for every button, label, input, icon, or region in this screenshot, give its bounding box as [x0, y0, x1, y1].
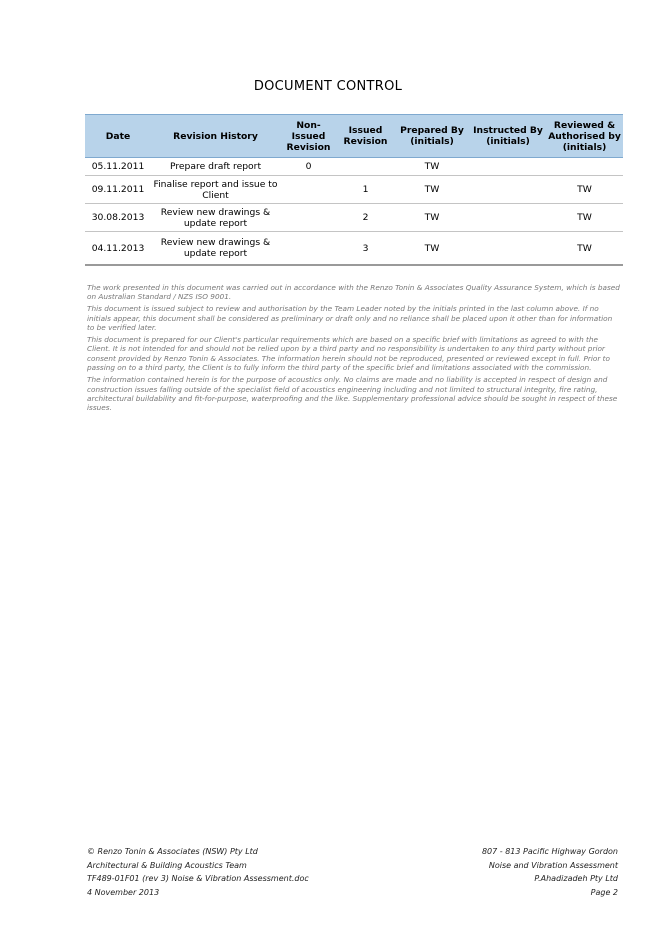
note-paragraph: The work presented in this document was carried out in accordance with the Renzo Tonin & Associates Quality Assurance System, which is based on Australian Standard / NZS ISO 9001. [87, 283, 620, 302]
table-row [85, 158, 623, 176]
footer-left [87, 845, 309, 900]
footer-file-name: TF489-01F01 (rev 3) Noise & Vibration Assessment.doc [87, 874, 309, 884]
cell-reviewed-by [546, 158, 623, 176]
note-paragraph: This document is prepared for our Client's particular requirements which are based on a specific brief with limitations as agreed to with the Client. It is not intended for and should not be relied upon by a third party and no responsibility is undertaken to any third party without prior consent provided by Renzo Tonin & Associates. The information herein should not be reproduced, presented or reviewed except in full. Prior to passing on to a third party, the Client is to fully inform the third party of the specific brief and limitations associated with the commission. [87, 335, 610, 373]
footer-right [482, 845, 618, 900]
cell-revision-history: Prepare draft report [151, 158, 280, 176]
footer-address: 807 - 813 Pacific Highway Gordon [481, 847, 618, 856]
footer-page-number: Page 2 [590, 888, 618, 898]
header-issued-revision: Issued Revision [337, 115, 394, 158]
cell-non-issued [280, 176, 337, 204]
cell-reviewed-by: TW [546, 204, 623, 232]
cell-date: 04.11.2013 [85, 232, 151, 266]
cell-issued [337, 158, 394, 176]
header-instructed-by: Instructed By (initials) [470, 115, 546, 158]
cell-instructed-by [470, 204, 546, 232]
table-header-row [85, 115, 623, 158]
cell-instructed-by [470, 158, 546, 176]
cell-issued: 1 [337, 176, 394, 204]
table-row [85, 232, 623, 266]
header-non-issued-revision: Non- Issued Revision [280, 115, 337, 158]
cell-issued: 2 [337, 204, 394, 232]
cell-reviewed-by: TW [546, 232, 623, 266]
cell-reviewed-by: TW [546, 176, 623, 204]
cell-non-issued: 0 [280, 158, 337, 176]
header-prepared-by: Prepared By (initials) [394, 115, 470, 158]
cell-prepared-by: TW [394, 176, 470, 204]
cell-prepared-by: TW [394, 232, 470, 266]
footer-copyright: © Renzo Tonin & Associates (NSW) Pty Ltd [87, 847, 258, 856]
header-reviewed-authorised-by: Reviewed & Authorised by (initials) [546, 115, 623, 158]
document-control-table [85, 114, 623, 266]
cell-prepared-by: TW [394, 204, 470, 232]
cell-revision-history: Finalise report and issue to Client [151, 176, 280, 204]
cell-date: 05.11.2011 [85, 158, 151, 176]
cell-date: 30.08.2013 [85, 204, 151, 232]
cell-revision-history: Review new drawings & update report [151, 232, 280, 266]
cell-instructed-by [470, 176, 546, 204]
cell-date: 09.11.2011 [85, 176, 151, 204]
note-paragraph: The information contained herein is for the purpose of acoustics only. No claims are made and no liability is accepted in respect of design and construction issues falling outside of the specialist field of acoustics engineering including and not limited to structural integrity, fire rating, architectural buildability and fit-for-purpose, waterproofing and the like. Supplementary professional advice should be sought in respect of these issues. [87, 375, 618, 413]
table-row [85, 176, 623, 204]
footer-date: 4 November 2013 [87, 888, 160, 898]
table-row [85, 204, 623, 232]
cell-instructed-by [470, 232, 546, 266]
note-paragraph: This document is issued subject to review and authorisation by the Team Leader noted by the initials printed in the last column above. If no initials appear, this document shall be considered as preliminary or draft only and no reliance shall be placed upon it other than for information to be verified later. [87, 304, 613, 333]
cell-non-issued [280, 204, 337, 232]
footer-client: P.Ahadizadeh Pty Ltd [534, 874, 618, 884]
disclaimer-notes [87, 283, 620, 415]
header-date: Date [85, 115, 151, 158]
footer-team: Architectural & Building Acoustics Team [87, 860, 247, 870]
cell-prepared-by: TW [394, 158, 470, 176]
cell-non-issued [280, 232, 337, 266]
header-revision-history: Revision History [151, 115, 280, 158]
page-title: DOCUMENT CONTROL [253, 79, 403, 94]
cell-revision-history: Review new drawings & update report [151, 204, 280, 232]
footer-report-title: Noise and Vibration Assessment [488, 860, 618, 870]
cell-issued: 3 [337, 232, 394, 266]
